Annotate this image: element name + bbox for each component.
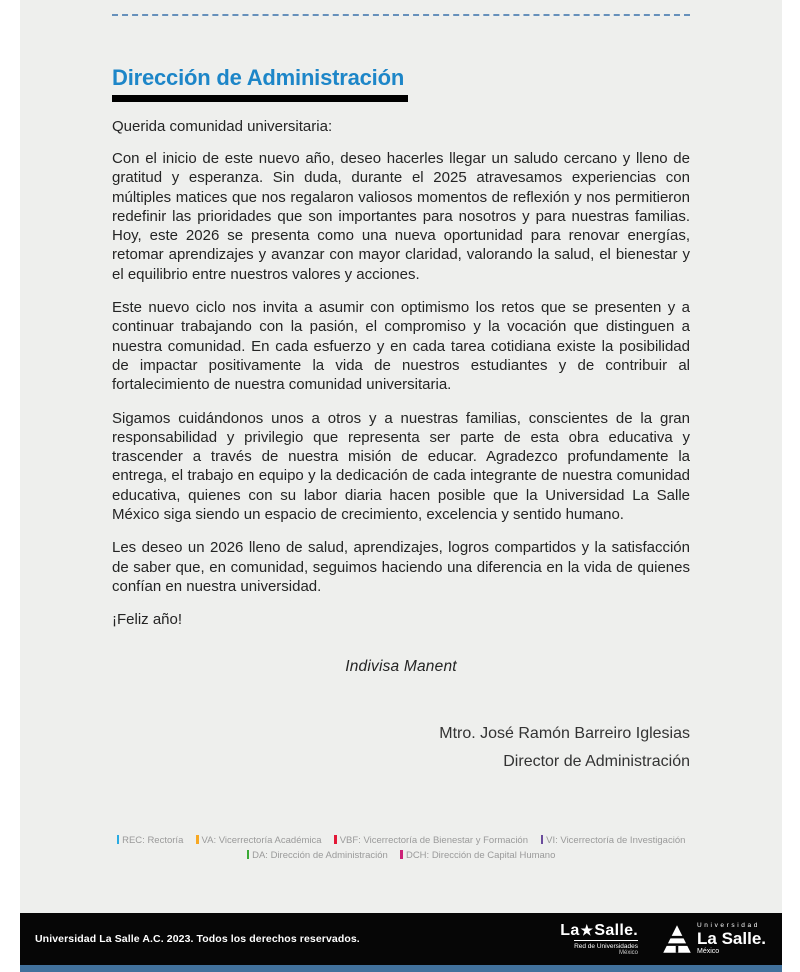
signature-title: Director de Administración (503, 753, 690, 771)
legend-item-rec (117, 833, 184, 848)
legend-label: VA: Vicerrectoría Académica (201, 835, 322, 846)
logo-network-line-1: Red de Universidades (574, 942, 639, 950)
letter-content (20, 65, 782, 776)
copyright-text: Universidad La Salle A.C. 2023. Todos los derechos reservados. (35, 933, 360, 945)
footer-bar (20, 913, 782, 965)
body-paragraph-1: Con el inicio de este nuevo año, deseo hacerles llegar un saludo cercano y lleno de gratitud y esperanza. Sin duda, durante el 2025 atravesamos experiencias con múltiples matices que nos regalaron valiosos momentos de reflexión y nos permitieron redefinir las prioridades que son importantes para nosotros y para nuestras familias. Hoy, este 2026 se presenta como una nueva oportunidad para renovar energías, retomar aprendizajes y avanzar con mayor claridad, valorando la salud, el bienestar y el equilibrio entre nuestros valores y acciones. (112, 150, 690, 283)
logo-network-line-2: México (619, 949, 639, 956)
letter-page (20, 0, 782, 972)
legend-row-1 (20, 833, 782, 848)
dch-color-marker-icon (400, 850, 403, 859)
vi-color-marker-icon (541, 835, 544, 844)
va-color-marker-icon (196, 835, 199, 844)
legend-label: DCH: Dirección de Capital Humano (405, 850, 556, 861)
legend-label: VBF: Vicerrectoría de Bienestar y Formación (339, 835, 529, 846)
footer-logos (560, 922, 766, 957)
legend-label: DA: Dirección de Administración (252, 850, 388, 861)
logo-word-la: La (560, 921, 580, 939)
lasalle-network-logo (560, 922, 638, 957)
legend-item-vi (541, 833, 686, 848)
page-title: Dirección de Administración (112, 65, 408, 102)
legend-label: REC: Rectoría (122, 835, 184, 846)
salutation: Querida comunidad universitaria: (112, 118, 333, 135)
legend-row-2 (20, 848, 782, 863)
heading-wrap (112, 65, 690, 102)
lasalle-network-wordmark (560, 922, 638, 939)
logo-university-top: Universidad (697, 922, 760, 929)
da-color-marker-icon (247, 850, 250, 859)
lasalle-shield-icon (662, 924, 692, 954)
top-dashed-divider (112, 14, 690, 16)
legend-item-va (196, 833, 322, 848)
rec-color-marker-icon (117, 835, 120, 844)
logo-university-sub: México (697, 948, 720, 955)
body-paragraph-3: Sigamos cuidándonos unos a otros y a nuestras familias, conscientes de la gran responsabilidad y privilegio que representa ser parte de esta obra educativa y trascender a través de nuestra misión de educar. Agradezco profundamente la entrega, el trabajo en equipo y la dedicación de cada integrante de nuestra comunidad educativa, quienes con su labor diaria hacen posible que la Universidad La Salle México siga siendo un espacio de crecimiento, excelencia y sentido humano. (112, 409, 690, 524)
signature-name: Mtro. José Ramón Barreiro Iglesias (439, 725, 690, 743)
department-color-legend (20, 833, 782, 863)
vbf-color-marker-icon (334, 835, 337, 844)
legend-item-da (247, 848, 388, 863)
legend-label: VI: Vicerrectoría de Investigación (546, 835, 686, 846)
legend-item-dch (400, 848, 555, 863)
universidad-lasalle-wordmark (697, 922, 766, 956)
motto: Indivisa Manent (345, 658, 457, 676)
body-paragraph-2: Este nuevo ciclo nos invita a asumir con optimismo los retos que se presenten y a continuar trabajando con la pasión, el compromiso y la vocación que distinguen a nuestra comunidad. En cada esfuerzo y en cada tarea cotidiana existe la posibilidad de impactar positivamente la vida de nuestros estudiantes y de contribuir al fortalecimiento de nuestra comunidad universitaria. (112, 299, 690, 394)
signature-block (112, 720, 690, 776)
legend-item-vbf (334, 833, 528, 848)
closing-greeting: ¡Feliz año! (112, 611, 183, 629)
bottom-accent-strip (20, 965, 782, 972)
body-paragraph-4: Les deseo un 2026 lleno de salud, aprendizajes, logros compartidos y la satisfacción de saber que, en comunidad, seguimos haciendo una diferencia en la vida de quienes confían en nuestra universidad. (112, 539, 690, 595)
universidad-lasalle-logo (662, 922, 766, 956)
logo-word-salle: Salle. (594, 921, 639, 939)
star-icon: ★ (580, 921, 594, 938)
logo-university-main: La Salle. (697, 929, 766, 948)
lasalle-network-subtext (574, 940, 638, 957)
